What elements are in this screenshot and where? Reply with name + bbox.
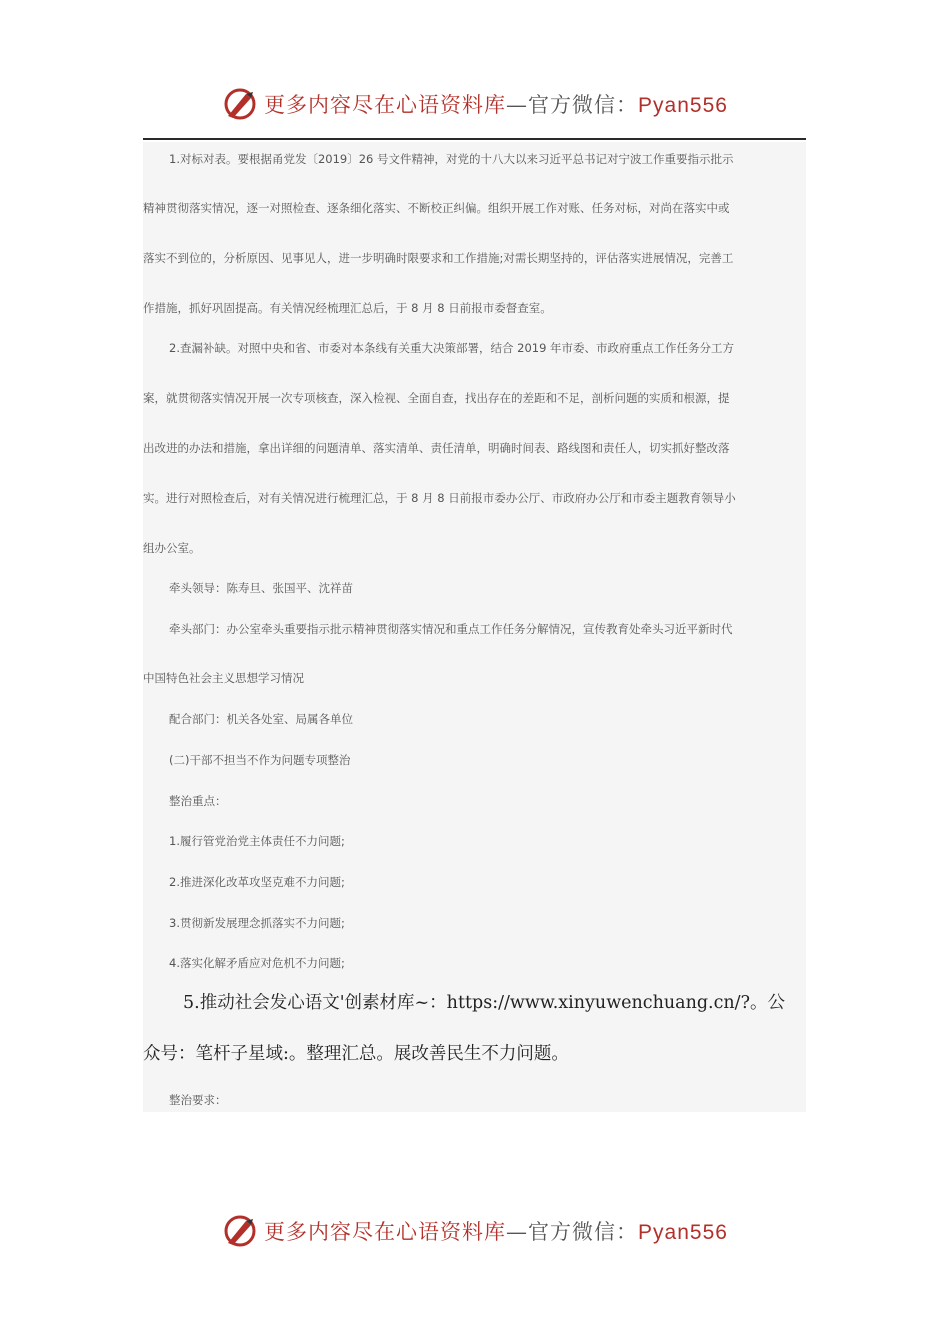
paragraph-line: 2.查漏补缺。对照中央和省、市委对本条线有关重大决策部署，结合 2019 年市委、市政府重点工作任务分工方	[169, 341, 735, 355]
paragraph-line: 组办公室。	[143, 541, 201, 555]
lead-department-line: 牵头部门：办公室牵头重要指示批示精神贯彻落实情况和重点工作任务分解情况，宣传教育处牵头习近平新时代	[169, 622, 733, 636]
pen-logo-icon	[222, 86, 258, 122]
header-site-text: 更多内容尽在心语资料库	[264, 93, 507, 117]
header-banner	[0, 82, 950, 126]
list-item: 1.履行管党治党主体责任不力问题;	[169, 834, 345, 848]
paragraph-line: 出改进的办法和措施，拿出详细的问题清单、落实清单、责任清单，明确时间表、路线图和责任人，切实抓好整改落	[143, 441, 730, 455]
paragraph-line: 众号：笔杆子星域:。整理汇总。展改善民生不力问题。	[143, 1044, 569, 1064]
header-wechat-label: 官方微信：	[528, 93, 639, 117]
list-item: 2.推进深化改革攻坚克难不力问题;	[169, 875, 345, 889]
paragraph-line: 精神贯彻落实情况，逐一对照检查、逐条细化落实、不断校正纠偏。组织开展工作对账、任务对标，对尚在落实中或	[143, 201, 730, 215]
lead-leader-line: 牵头领导：陈寿旦、张国平、沈祥苗	[169, 581, 353, 595]
paragraph-line: 落实不到位的，分析原因、见事见人，进一步明确时限要求和工作措施;对需长期坚持的，评估落实进展情况，完善工	[143, 251, 734, 265]
footer-wechat-label: 官方微信：	[528, 1220, 639, 1244]
section-heading: (二)干部不担当不作为问题专项整治	[169, 753, 351, 767]
paragraph-line: 案，就贯彻落实情况开展一次专项核查，深入检视、全面自查，找出存在的差距和不足，剖析问题的实质和根源，提	[143, 391, 730, 405]
pen-logo-icon	[222, 1213, 258, 1249]
paragraph-line: 作措施，抓好巩固提高。有关情况经梳理汇总后，于 8 月 8 日前报市委督查室。	[143, 301, 552, 315]
list-item: 3.贯彻新发展理念抓落实不力问题;	[169, 916, 345, 930]
paragraph-line: 实。进行对照检查后，对有关情况进行梳理汇总，于 8 月 8 日前报市委办公厅、市政府办公厅和市委主题教育领导小	[143, 491, 736, 505]
footer-banner-text	[264, 1216, 728, 1246]
list-item: 4.落实化解矛盾应对危机不力问题;	[169, 956, 345, 970]
document-body	[143, 142, 806, 1112]
rectification-focus-label: 整治重点：	[169, 794, 227, 808]
list-item: 5.推动社会发心语文'创素材库~：https://www.xinyuwenchuang.cn/?。公	[183, 993, 785, 1013]
footer-site-text: 更多内容尽在心语资料库	[264, 1220, 507, 1244]
footer-wechat-id: Pyan556	[638, 1221, 728, 1244]
header-wechat-id: Pyan556	[638, 94, 728, 117]
rectification-requirements-label: 整治要求：	[169, 1093, 227, 1107]
footer-banner	[0, 1209, 950, 1253]
header-separator: —	[506, 93, 529, 117]
footer-separator: —	[506, 1220, 529, 1244]
paragraph-line: 1.对标对表。要根据甬党发〔2019〕26 号文件精神，对党的十八大以来习近平总书记对宁波工作重要指示批示	[169, 152, 734, 166]
cooperating-department-line: 配合部门：机关各处室、局属各单位	[169, 712, 353, 726]
header-divider	[143, 138, 806, 140]
paragraph-line: 中国特色社会主义思想学习情况	[143, 671, 304, 685]
header-banner-text	[264, 89, 728, 119]
